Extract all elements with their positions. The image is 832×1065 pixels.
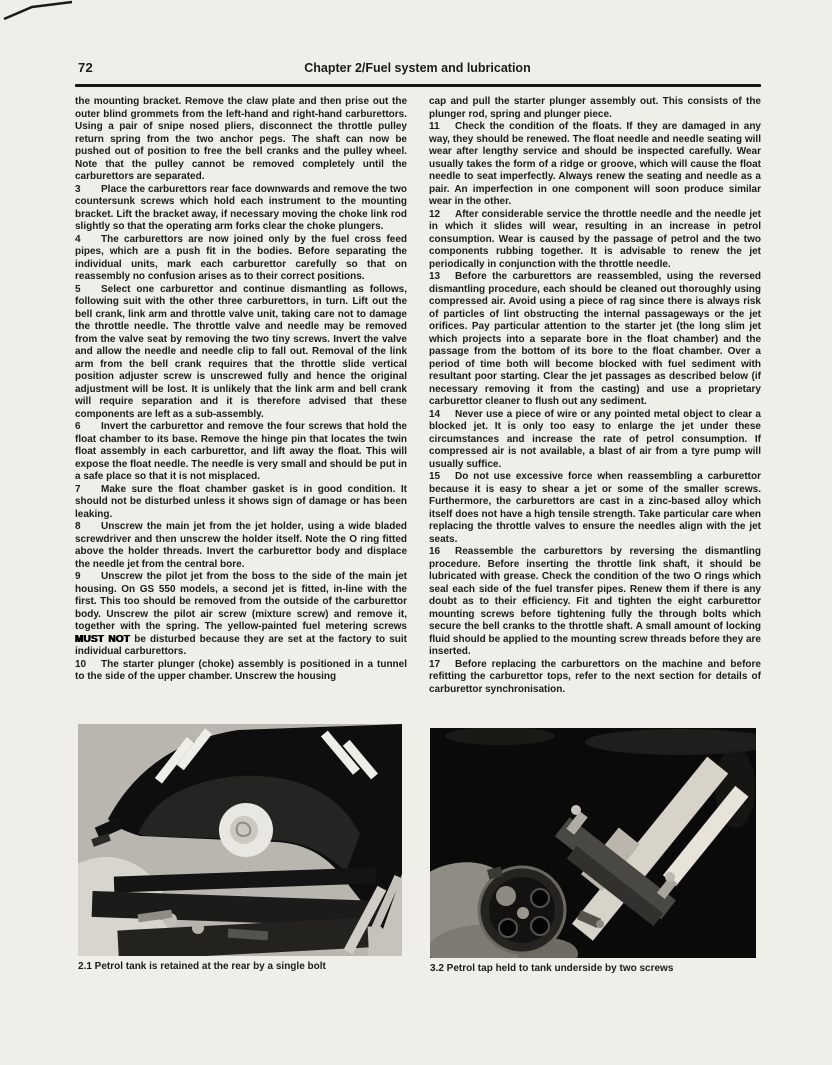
warning-emphasis-text: MUST NOT xyxy=(75,633,131,645)
text-columns xyxy=(75,96,761,696)
scan-artifact-mark xyxy=(0,0,90,24)
paragraph-text: Never use a piece of wire or any pointed metal object to clear a blocked jet. It is only too easy to enlarge the jet under these circumstances and increase the rate of petrol consumption. If compressed air is not available, a blast of air from a tyre pump will usually suffice. xyxy=(429,408,761,470)
paragraph-text: cap and pull the starter plunger assembly out. This consists of the plunger rod, spring and plunger piece. xyxy=(429,96,761,120)
paragraph-text: Unscrew the main jet from the jet holder, using a wide bladed screwdriver and then unscrew the holder itself. Note the O ring fitted above the holder threads. Invert the carburettor body and displace the needle jet from the central bore. xyxy=(75,521,407,570)
paragraph-text: Unscrew the pilot jet from the boss to the side of the main jet housing. On GS 550 models, a second jet is fitted, in-line with the first. This too should be removed from the outside of the carburettor body. Unscrew the pilot air screw (mixture screw) and remove it, together with the spring. The yellow-painted fuel metering screws xyxy=(75,571,407,632)
photo-petrol-tank-rear-bolt xyxy=(78,724,402,956)
paragraph-number: 8 xyxy=(75,521,81,532)
paragraph-text: be disturbed because they are set at the factory to suit individual carburettors. xyxy=(75,633,407,657)
paragraph-text: Before replacing the carburettors on the machine and before refitting the carburettor tops, refer to the next section for details of carburettor synchronisation. xyxy=(429,658,761,695)
paragraph-number: 5 xyxy=(75,283,81,295)
paragraph-text: Select one carburettor and continue dismantling as follows, following suit with the other three carburettors, in turn. Lift out the bell crank, link arm and throttle valve unit, taking care not to damage the throttle needle. The throttle valve and needle may be removed from the valve seat by removing the two tiny screws. Invert the valve and allow the needle and needle clip to fall out. Removal of the link arm from the bell crank requires that the throttle slide vertical position adjuster screw is unscrewed fully and hence the original adjustment will be lost. It is unlikely that the link arm and bell crank will require separation and it is therefore advised that these components are left as a sub-assembly. xyxy=(75,283,407,420)
paragraph-text: Make sure the float chamber gasket is in good condition. It should not be disturbed unless it shows sign of damage or has been leaking. xyxy=(75,483,407,520)
paragraph xyxy=(75,184,407,234)
paragraph xyxy=(75,421,407,484)
column-left xyxy=(75,96,407,696)
paragraph xyxy=(429,409,761,472)
paragraph-number: 12 xyxy=(429,208,441,220)
paragraph xyxy=(429,96,761,121)
paragraph xyxy=(429,546,761,659)
paragraph xyxy=(75,571,407,659)
figure-petrol-tap xyxy=(430,728,756,975)
page-number: 72 xyxy=(78,60,94,75)
paragraph-text: Check the condition of the floats. If they are damaged in any way, they should be renewed. The float needle and needle seating will wear after lengthy service and should be inspected carefully. Wear usually takes the form of a ridge or groove, which will cause the float needle to seat imperfectly. Always renew the seating and needle as a pair. An imperfection in one component will soon produce similar wear in the other. xyxy=(429,121,761,207)
paragraph-number: 15 xyxy=(429,471,441,482)
paragraph-number: 17 xyxy=(429,658,441,670)
paragraph xyxy=(429,121,761,209)
paragraph-text: The carburettors are now joined only by the fuel cross feed pipes, which are a push fit in the bodies. Before separating the individual units, mark each carburettor carefully so that on reassembly no confusion arises as to their correct positions. xyxy=(75,233,407,282)
paragraph xyxy=(75,284,407,422)
paragraph-text: Invert the carburettor and remove the four screws that hold the float chamber to its base. Remove the hinge pin that locates the twin float assembly in each carburettor, and lift away the float. This will expose the float needle. The needle is very small and should be put in a safe place so that it is not misplaced. xyxy=(75,421,407,482)
paragraph-number: 3 xyxy=(75,183,81,195)
paragraph xyxy=(75,96,407,184)
paragraph xyxy=(429,209,761,272)
paragraph-number: 13 xyxy=(429,271,441,282)
paragraph xyxy=(75,234,407,284)
figure-caption: 3.2 Petrol tap held to tank underside by two screws xyxy=(430,963,674,974)
paragraph-number: 11 xyxy=(429,121,440,132)
figure-caption: 2.1 Petrol tank is retained at the rear by a single bolt xyxy=(78,961,326,972)
paragraph-number: 10 xyxy=(75,658,87,670)
paragraph-text: Place the carburettors rear face downwards and remove the two countersunk screws which hold each instrument to the mounting bracket. Lift the bracket away, if necessary moving the choke link rod slightly so that the operating arm forks clear the choke plungers. xyxy=(75,183,407,232)
paragraph-text: Do not use excessive force when reassembling a carburettor because it is easy to shear a jet or some of the smaller screws. Furthermore, the carburettors are cast in a zinc-based alloy which itself does not have a high tensile strength. Take particular care when replacing the throttle valves to ensure the needles align with the jet seats. xyxy=(429,471,761,545)
paragraph xyxy=(75,521,407,571)
paragraph-text: Before the carburettors are reassembled, using the reversed dismantling procedure, each should be cleaned out thoroughly using compressed air. Avoid using a piece of rag since there is always risk of particles of lint obstructing the internal passageways or the jet orifices. Pay particular attention to the starter jet (the long slim jet which projects into a separate bore in the float chamber) and the passage from the bottom of its bore to the float chamber. Over a period of time both will become blocked with fuel sediment with resultant poor starting. Clear the jet passages as described below (if necessary removing it from the casting) and use a proprietary carburettor cleaner to flush out any sediment. xyxy=(429,271,761,407)
paragraph-text: The starter plunger (choke) assembly is positioned in a tunnel to the side of the upper chamber. Unscrew the housing xyxy=(75,658,407,682)
paragraph-number: 7 xyxy=(75,483,81,495)
photo-petrol-tap-in-hand xyxy=(430,728,756,958)
paragraph-number: 9 xyxy=(75,571,81,582)
paragraph xyxy=(75,484,407,522)
paragraph-text: Reassemble the carburettors by reversing the dismantling procedure. Before inserting the throttle link shaft, it should be lubricated with grease. Check the condition of the two O rings which seal each side of the fuel transfer pipes. Renew them if there is any doubt as to their efficiency. Fit and tighten the eight carburettor mounting screws before tightening fully the through bolts which secure the bell cranks to the throttle shaft. A small amount of locking fluid should be applied to the mounting screw threads before they are inserted. xyxy=(429,546,761,657)
column-right xyxy=(429,96,761,696)
paragraph xyxy=(75,659,407,684)
paragraph-number: 6 xyxy=(75,421,81,432)
paragraph-number: 4 xyxy=(75,233,81,245)
paragraph xyxy=(429,471,761,546)
figure-petrol-tank xyxy=(78,724,402,973)
paragraph-number: 16 xyxy=(429,546,441,557)
header-rule xyxy=(75,84,761,87)
paragraph-number: 14 xyxy=(429,408,441,420)
paragraph-text: After considerable service the throttle needle and the needle jet in which it slides will wear, resulting in an increase in petrol consumption. Wear is caused by the passage of petrol and the two components rubbing together. It is advisable to renew the jet periodically in conjunction with the throttle needle. xyxy=(429,208,761,270)
paragraph xyxy=(429,271,761,409)
paragraph-text: the mounting bracket. Remove the claw plate and then prise out the outer blind grommets from the left-hand and right-hand carburettors. Using a pair of snipe nosed pliers, disconnect the throttle pulley return spring from the two anchor pegs. The shaft can now be pushed out of position to free the bell cranks and the pulley wheel. Note that the pulley cannot be removed completely until the carburettors are separated. xyxy=(75,96,407,182)
chapter-header-title: Chapter 2/Fuel system and lubrication xyxy=(304,61,531,75)
paragraph xyxy=(429,659,761,697)
